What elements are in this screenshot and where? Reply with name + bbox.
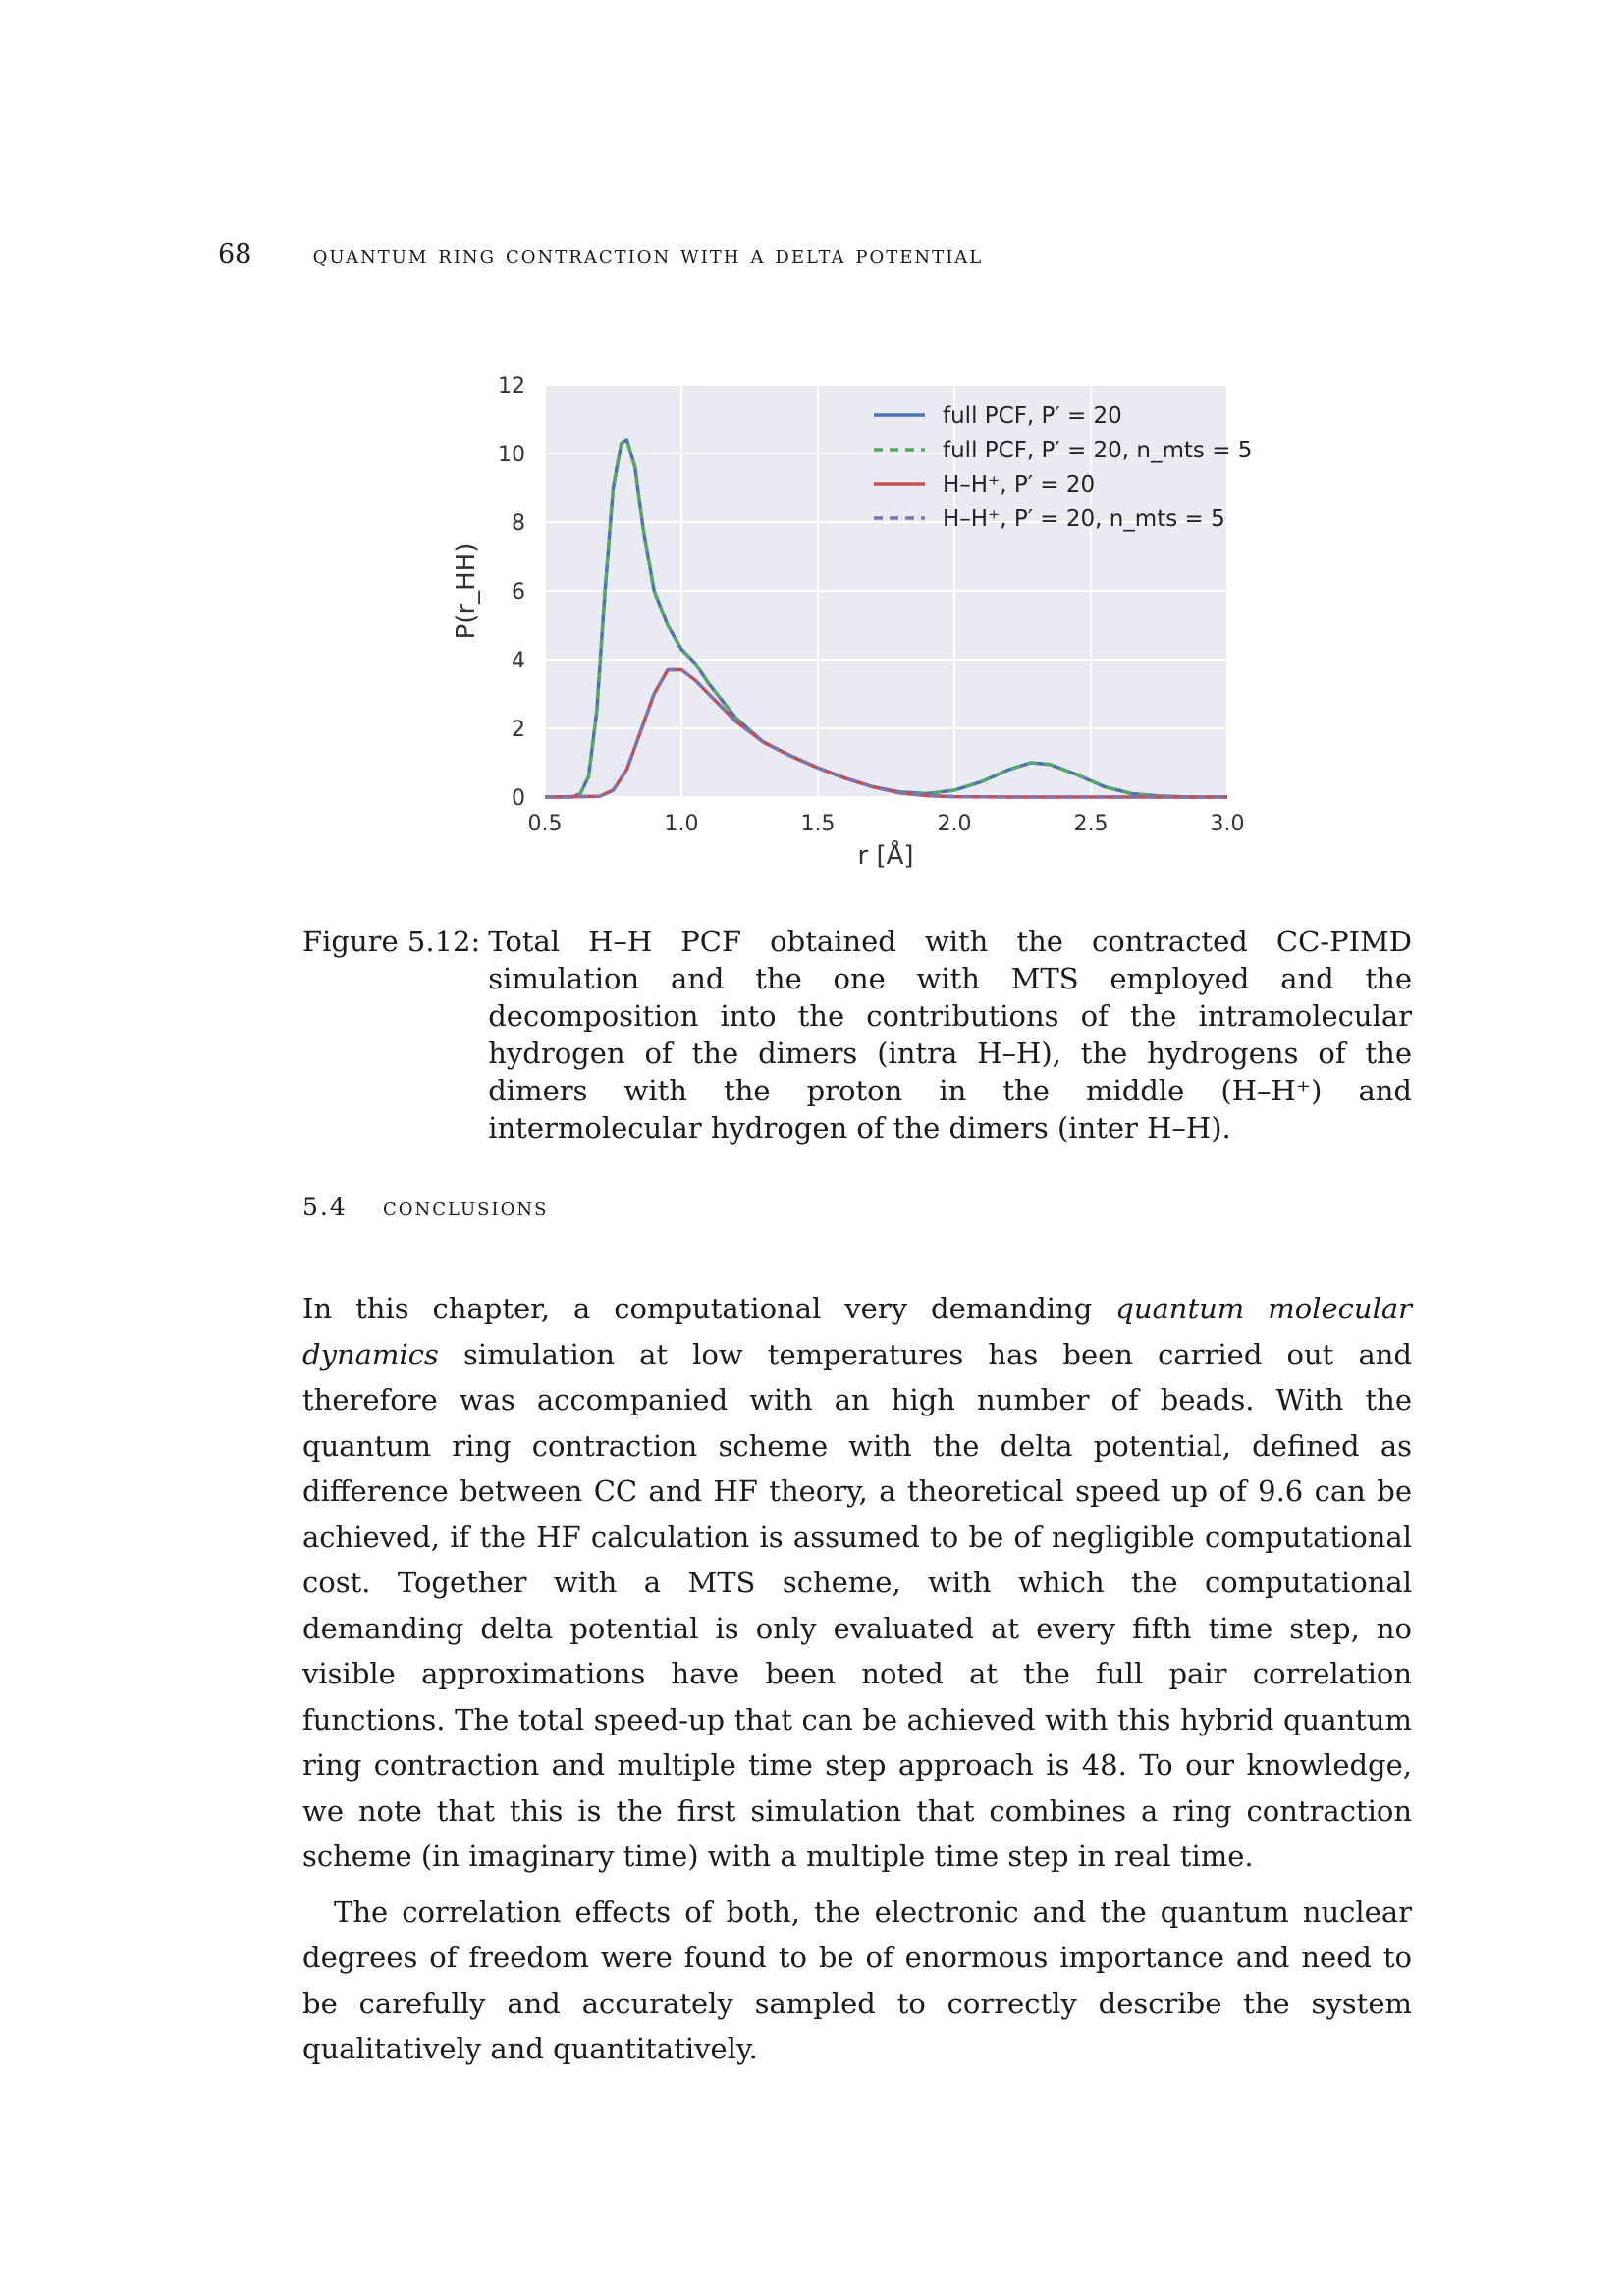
y-tick-label: 10 — [498, 443, 525, 467]
x-tick-label: 1.0 — [664, 812, 699, 836]
x-tick-label: 0.5 — [527, 812, 563, 836]
legend-label-2: full PCF, P′ = 20, n_mts = 5 — [943, 438, 1252, 463]
body-text — [302, 1286, 1412, 2082]
figure-caption — [302, 923, 1412, 1147]
page-number: 68 — [218, 240, 252, 270]
section-heading — [302, 1193, 548, 1221]
paragraph-1-part-b: simulation at low temperatures has been carried out and therefore was accompanied with an high number of beads. With the quantum ring contraction scheme with the delta potential, defined as difference between CC and HF theory, a theoretical speed up of 9.6 can be achieved, if the HF calculation is assumed to be of negligible computational cost. Together with a MTS scheme, with which the computational demanding delta potential is only evaluated at every fifth time step, no visible approximations have been noted at the full pair correlation functions. The total speed-up that can be achieved with this hybrid quantum ring contraction and multiple time step approach is 48. To our knowledge, we note that this is the first simulation that combines a ring contraction scheme (in imaginary time) with a multiple time step in real time. — [302, 1337, 1412, 1873]
x-tick-label: 1.5 — [800, 812, 836, 836]
section-title: conclusions — [382, 1193, 549, 1221]
caption-text: Total H–H PCF obtained with the contracted CC-PIMD simulation and the one with MTS employed and the decomposition into the contributions of the intramolecular hydrogen of the dimers (intra H–H), the hydrogens of the dimers with the proton in the middle (H–H⁺) and intermolecular hydrogen of the dimers (inter H–H). — [488, 925, 1412, 1145]
y-axis-label: P(r_HH) — [452, 542, 481, 640]
pcf-line-chart — [447, 363, 1252, 893]
x-tick-label: 2.5 — [1073, 812, 1109, 836]
running-head — [218, 240, 1494, 270]
x-tick-label: 3.0 — [1210, 812, 1245, 836]
x-tick-label: 2.0 — [937, 812, 972, 836]
paragraph-1-part-a: In this chapter, a computational very demanding — [302, 1292, 1116, 1325]
y-tick-label: 8 — [512, 511, 525, 536]
legend-label-1: full PCF, P′ = 20 — [943, 403, 1122, 429]
y-tick-label: 12 — [498, 374, 525, 399]
running-title: quantum ring contraction with a delta potential — [312, 240, 984, 269]
legend-label-3: H–H⁺, P′ = 20 — [943, 472, 1096, 498]
x-axis-label: r [Å] — [857, 841, 914, 871]
paragraph-1-emphasis: quantum molecular dynamics — [302, 1292, 1412, 1371]
y-tick-label: 4 — [512, 649, 525, 673]
y-tick-label: 0 — [512, 786, 525, 811]
paragraph-2: The correlation effects of both, the electronic and the quantum nuclear degrees of freedom were found to be of enormous importance and need to be carefully and accurately sampled to correctly describe the system qualitatively and quantitatively. — [302, 1895, 1412, 2065]
paragraph-1 — [302, 1286, 1412, 1880]
y-tick-label: 2 — [512, 718, 525, 742]
section-number: 5.4 — [302, 1193, 348, 1221]
legend-label-4: H–H⁺, P′ = 20, n_mts = 5 — [943, 507, 1225, 532]
caption-label: Figure 5.12: — [302, 925, 481, 958]
y-tick-label: 6 — [512, 580, 525, 605]
